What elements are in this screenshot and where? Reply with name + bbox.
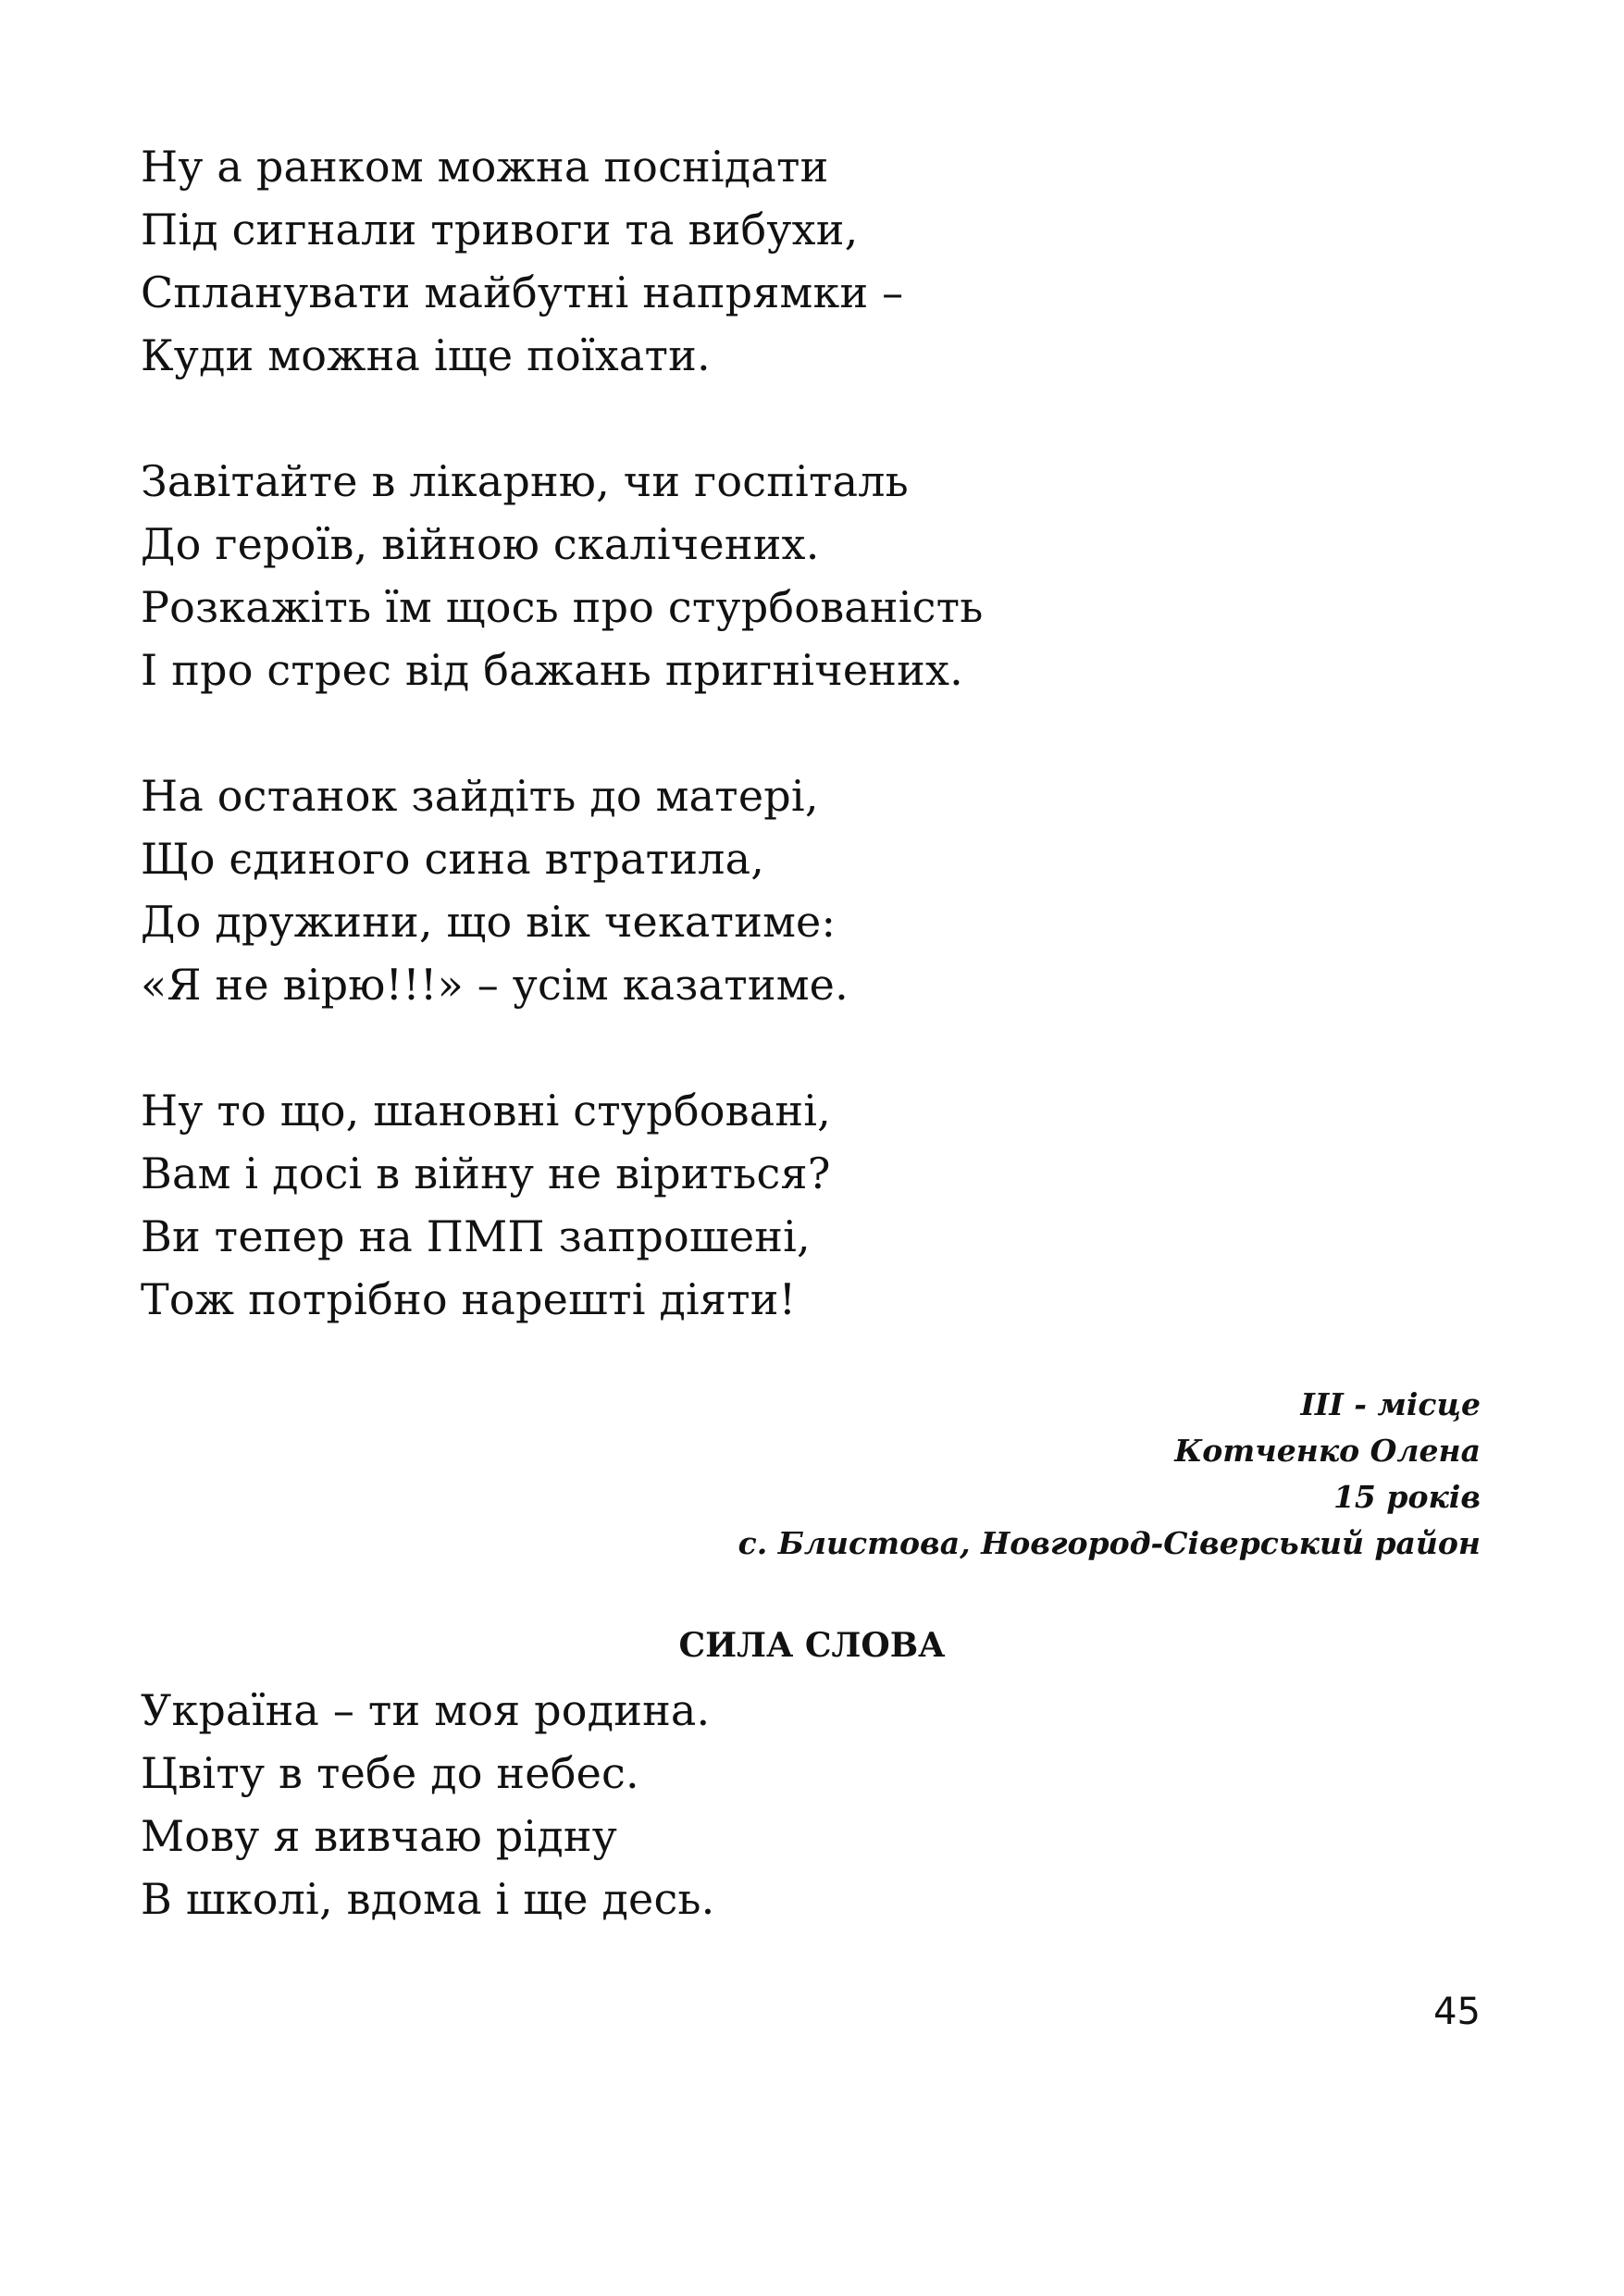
poem-line: Що єдиного сина втратила, [141, 834, 765, 884]
poem-line: Спланувати майбутні напрямки – [141, 267, 904, 317]
poem-line: Ну то що, шановні стурбовані, [141, 1086, 831, 1136]
poem-line: Тож потрібно нарешті діяти! [141, 1274, 797, 1324]
author-location: с. Блистова, Новгород-Сіверський район [738, 1525, 1481, 1561]
poem-line: До дружини, що вік чекатиме: [141, 897, 837, 947]
author-age: 15 років [1333, 1479, 1481, 1515]
poem-line: «Я не вірю!!!» – усім казатиме. [141, 960, 849, 1010]
page-number: 45 [1433, 1991, 1481, 2033]
poem-line: Мову я вивчаю рідну [141, 1811, 617, 1861]
poem-line: Ви тепер на ПМП запрошені, [141, 1211, 811, 1261]
poem-line: До героїв, війною скалічених. [141, 519, 820, 569]
poem-line: Розкажіть їм щось про стурбованість [141, 582, 984, 632]
poem-line: Куди можна іще поїхати. [141, 330, 711, 380]
poem-line: Україна – ти моя родина. [141, 1685, 711, 1735]
poem-line: На останок зайдіть до матері, [141, 771, 819, 821]
poem-line: В школі, вдома і ще десь. [141, 1874, 715, 1924]
poem-line: Під сигнали тривоги та вибухи, [141, 205, 859, 254]
poem-line: Ну а ранком можна поснідати [141, 142, 829, 192]
author-name: Котченко Олена [1174, 1433, 1481, 1469]
poem-line: Цвіту в тебе до небес. [141, 1748, 639, 1798]
poem-line: Завітайте в лікарню, чи госпіталь [141, 456, 909, 506]
poem-line: Вам і досі в війну не віриться? [141, 1148, 831, 1198]
poem-title: СИЛА СЛОВА [678, 1626, 946, 1665]
award-place: ІІІ - місце [1300, 1386, 1481, 1422]
poem-line: І про стрес від бажань пригнічених. [141, 645, 963, 695]
